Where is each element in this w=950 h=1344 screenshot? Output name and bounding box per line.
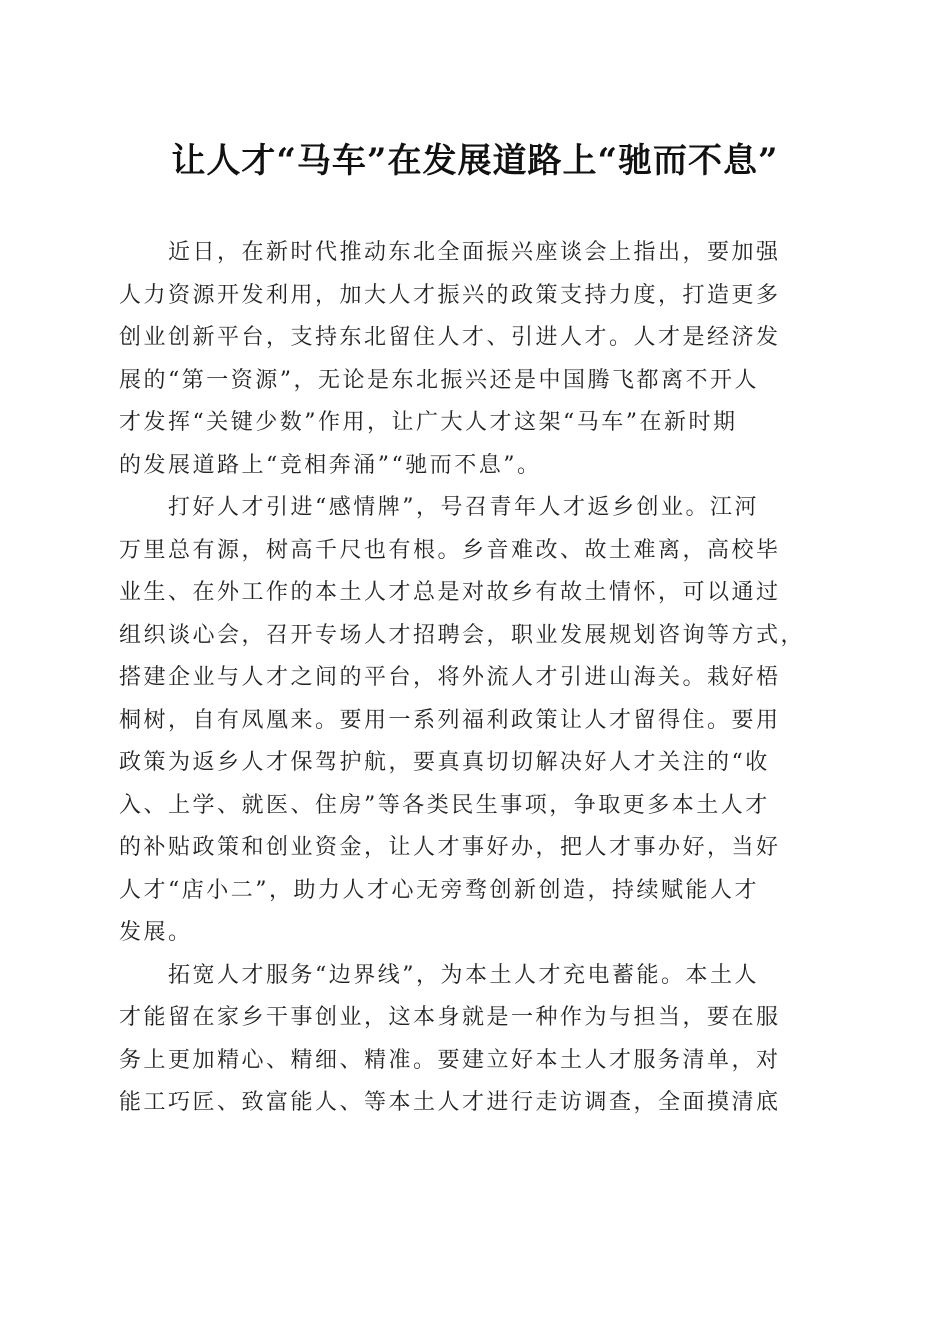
paragraph-line: 能工巧匠、致富能人、等本土人才进行走访调查，全面摸清底 [119,1090,781,1115]
paragraph-line: 才发挥“关键少数”作用，让广大人才这架“马车”在新时期 [119,410,738,435]
paragraph-line: 近日，在新时代推动东北全面振兴座谈会上指出，要加强 [168,240,781,265]
paragraph-2 [119,487,829,955]
paragraph-line: 的发展道路上“竞相奔涌”“驰而不息”。 [119,452,542,478]
document-title: 让人才“马车”在发展道路上“驰而不息” [171,141,779,181]
paragraph-line: 业生、在外工作的本土人才总是对故乡有故土情怀，可以通过 [119,580,781,605]
paragraph-line: 人力资源开发利用，加大人才振兴的政策支持力度，打造更多 [119,282,781,308]
paragraph-line: 发展。 [119,920,193,945]
paragraph-line: 入、上学、就医、住房”等各类民生事项，争取更多本土人才 [119,792,770,818]
paragraph-line: 政策为返乡人才保驾护航，要真真切切解决好人才关注的“收 [119,750,770,775]
paragraph-line: 务上更加精心、精细、精准。要建立好本土人才服务清单，对 [119,1047,781,1073]
paragraph-line: 拓宽人才服务“边界线”，为本土人才充电蓄能。本土人 [168,962,759,988]
paragraph-1 [119,232,829,487]
paragraph-line: 组织谈心会，召开专场人才招聘会，职业发展规划咨询等方式， [119,622,806,648]
paragraph-line: 人才“店小二”，助力人才心无旁骛创新创造，持续赋能人才 [119,877,759,903]
paragraph-line: 创业创新平台，支持东北留住人才、引进人才。人才是经济发 [119,325,781,350]
paragraph-line: 万里总有源，树高千尺也有根。乡音难改、故土难离，高校毕 [119,537,781,563]
paragraph-3 [119,955,829,1125]
paragraph-line: 展的“第一资源”，无论是东北振兴还是中国腾飞都离不开人 [119,367,759,393]
paragraph-line: 搭建企业与人才之间的平台，将外流人才引进山海关。栽好梧 [119,665,781,690]
paragraph-line: 才能留在家乡干事创业，这本身就是一种作为与担当，要在服 [119,1005,781,1030]
paragraph-line: 的补贴政策和创业资金，让人才事好办，把人才事办好，当好 [119,835,781,860]
paragraph-line: 桐树，自有凤凰来。要用一系列福利政策让人才留得住。要用 [119,707,781,733]
document-body [119,232,829,1125]
paragraph-line: 打好人才引进“感情牌”，号召青年人才返乡创业。江河 [168,495,759,520]
